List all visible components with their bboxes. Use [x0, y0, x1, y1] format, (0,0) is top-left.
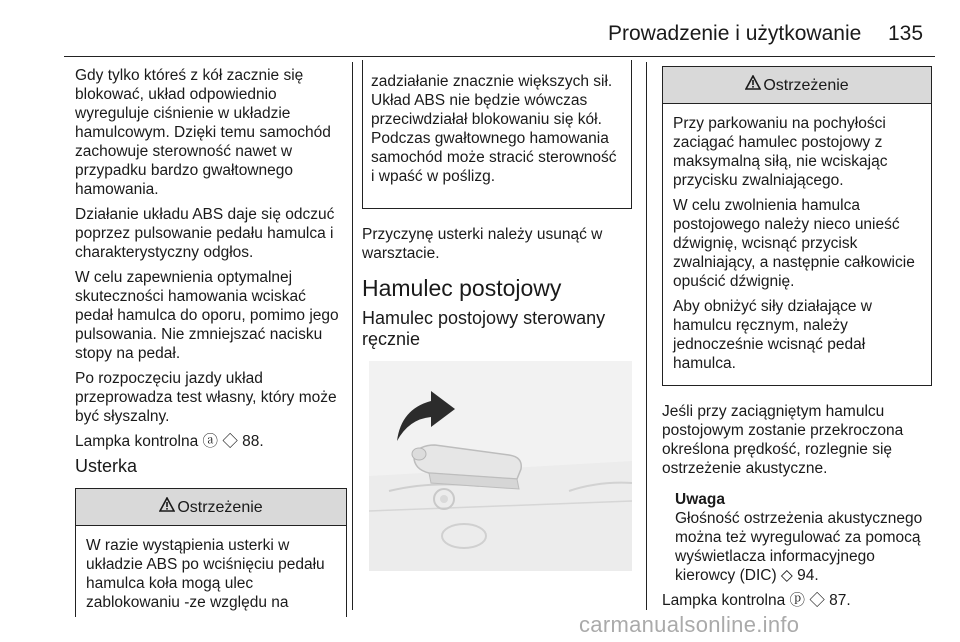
- paragraph: Działanie układu ABS daje się odczuć poprzez pulsowanie pedału hamulca i charakterystyczny odgłos.: [75, 206, 335, 261]
- abs-indicator-icon: ⓐ: [202, 433, 219, 450]
- warning-header: [76, 489, 346, 526]
- page-reference-icon: ◇: [809, 592, 825, 609]
- parking-brake-indicator-icon: ⓟ: [789, 592, 806, 609]
- column-divider-2: [646, 62, 647, 610]
- page-reference-icon: ◇: [780, 567, 793, 584]
- column-divider-1: [352, 62, 353, 610]
- warning-title: Ostrzeżenie: [177, 498, 263, 516]
- header-rule: [64, 56, 935, 57]
- note-text: Głośność ostrzeżenia akustycznego można też wyregulować za pomocą wyświetlacza informacyjnego kierowcy (DIC) ◇ 94.: [675, 510, 923, 584]
- paragraph-indicator-ref: Lampka kontrolna ⓟ ◇ 87.: [662, 592, 851, 609]
- warning-triangle-icon: [745, 75, 761, 95]
- paragraph: W celu zapewnienia optymalnej skuteczności hamowania wciskać pedał hamulca do oporu, pomimo jego pulsowania. Nie zmniejszać nacisku stopy na pedał.: [75, 269, 339, 362]
- note-block: [662, 490, 933, 585]
- warning-box: [75, 488, 347, 617]
- warning-text: zadziałanie znacznie większych sił. Układ ABS nie będzie wówczas przeciwdziałał blokowaniu się kół. Podczas gwałtownego hamowania samochód może stracić sterowność i wpaść w poślizg.: [371, 73, 617, 185]
- warning-paragraph: Aby obniżyć siły działające w hamulcu ręcznym, należy jednocześnie wcisnąć pedał hamulca.: [673, 298, 873, 372]
- watermark: carmanualsonline.info: [579, 612, 800, 637]
- section-heading: Usterka: [75, 456, 138, 476]
- section-heading: Hamulec postojowy: [362, 275, 562, 301]
- warning-text: W razie wystąpienia usterki w układzie ABS po wciśnięciu pedału hamulca koła mogą ulec zablokowaniu -ze względu na: [86, 537, 325, 611]
- warning-header: [663, 67, 931, 104]
- warning-paragraph: W celu zwolnienia hamulca postojowego należy nieco unieść dźwignię, wcisnąć przycisk zwalniający, a następnie całkowicie opuścić dźwignię.: [673, 197, 915, 290]
- warning-triangle-icon: [159, 497, 175, 517]
- warning-box: [662, 66, 932, 386]
- warning-body: [663, 104, 931, 385]
- paragraph: Jeśli przy zaciągniętym hamulcu postojowym zostanie przekroczona określona prędkość, rozlegnie się ostrzeżenie akustyczne.: [662, 403, 904, 477]
- warning-paragraph: Przy parkowaniu na pochyłości zaciągać hamulec postojowy z maksymalną siłą, nie wciskając przycisku zwalniającego.: [673, 115, 888, 189]
- page-number: 135: [888, 22, 924, 45]
- paragraph: Gdy tylko któreś z kół zacznie się blokować, układ odpowiednio wyreguluje ciśnienie w układzie hamulcowym. Dzięki temu samochód zachowuje sterowność nawet w przypadku bardzo gwałtownego hamowania.: [75, 67, 331, 198]
- column-2: [362, 60, 632, 358]
- warning-box-continued: [362, 60, 632, 209]
- page-header-title: Prowadzenie i użytkowanie: [608, 22, 862, 45]
- paragraph: Po rozpoczęciu jazdy układ przeprowadza test własny, który może być słyszalny.: [75, 370, 337, 425]
- paragraph: Przyczynę usterki należy usunąć w warsztacie.: [362, 226, 603, 262]
- note-title: Uwaga: [675, 491, 725, 508]
- warning-title: Ostrzeżenie: [763, 76, 849, 94]
- subsection-heading: Hamulec postojowy sterowany ręcznie: [362, 308, 606, 349]
- handbrake-lever-image: [369, 361, 632, 571]
- paragraph-indicator-ref: Lampka kontrolna ⓐ ◇ 88.: [75, 433, 264, 450]
- page-reference-icon: ◇: [222, 433, 238, 450]
- column-1: [75, 66, 347, 617]
- column-3: [650, 66, 933, 616]
